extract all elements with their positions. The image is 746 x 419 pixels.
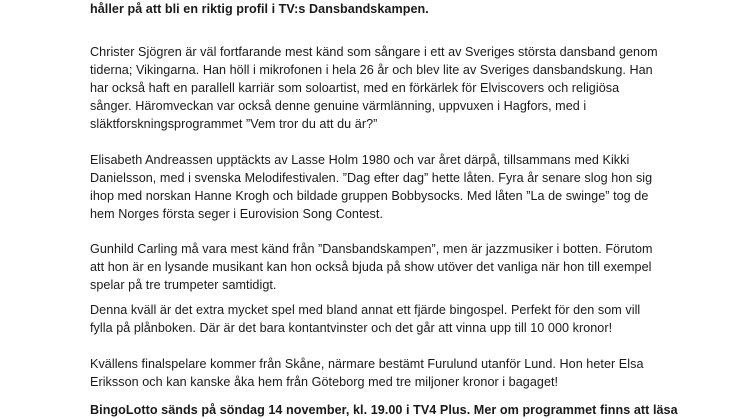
paragraph-line: Elisabeth Andreassen upptäckts av Lasse Holm 1980 och var året därpå, tillsammans med Kikki xyxy=(90,153,630,167)
closing-bold-line: BingoLotto sänds på söndag 14 november, kl. 19.00 i TV4 Plus. Mer om programmet finns att läsa xyxy=(90,403,678,417)
paragraph-line: tiderna; Vikingarna. Han höll i mikrofonen i hela 26 år och blev lite av Sveriges dansbandskung. Han xyxy=(90,63,653,77)
paragraph-line: spelar på tre trumpeter samtidigt. xyxy=(90,278,277,292)
paragraph-line: Danielsson, med i svenska Melodifestivalen. ”Dag efter dag” hette låten. Fyra år senare slog hon sig xyxy=(90,171,653,185)
paragraph-line: ihop med norskan Hanne Krogh och bildade gruppen Bobbysocks. Med låten ”La de swinge” tog de xyxy=(90,189,649,203)
paragraph-line: Eriksson och kan kanske åka hem från Göteborg med tre miljoner kronor i bagaget! xyxy=(90,375,559,389)
paragraph-line: fylla på plånboken. Där är det bara kontantvinster och det går att vinna upp till 10 000 kronor! xyxy=(90,321,613,335)
paragraph-line: släktforskningsprogrammet ”Vem tror du att du är?” xyxy=(90,117,378,131)
paragraph-line: hem Norges första seger i Eurovision Song Contest. xyxy=(90,207,383,221)
paragraph-line: har också haft en parallell karriär som soloartist, med en förkärlek för Elviscovers och religiösa xyxy=(90,81,620,95)
paragraph-line: att hon är en lysande musikant kan hon också bjuda på show utöver det vanliga när hon till exempel xyxy=(90,260,652,274)
paragraph-line: sånger. Häromveckan var också denne genuine värmlänning, uppvuxen i Hagfors, med i xyxy=(90,99,587,113)
intro-bold-line: håller på att bli en riktig profil i TV:s Dansbandskampen. xyxy=(90,2,429,16)
paragraph-line: Denna kväll är det extra mycket spel med bland annat ett fjärde bingospel. Perfekt för den som vill xyxy=(90,303,641,317)
paragraph-line: Christer Sjögren är väl fortfarande mest känd som sångare i ett av Sveriges största dansband genom xyxy=(90,45,658,59)
paragraph-line: Kvällens finalspelare kommer från Skåne, närmare bestämt Furulund utanför Lund. Hon heter Elsa xyxy=(90,357,644,371)
paragraph-line: Gunhild Carling må vara mest känd från ”Dansbandskampen”, men är jazzmusiker i botten. Förutom xyxy=(90,242,653,256)
